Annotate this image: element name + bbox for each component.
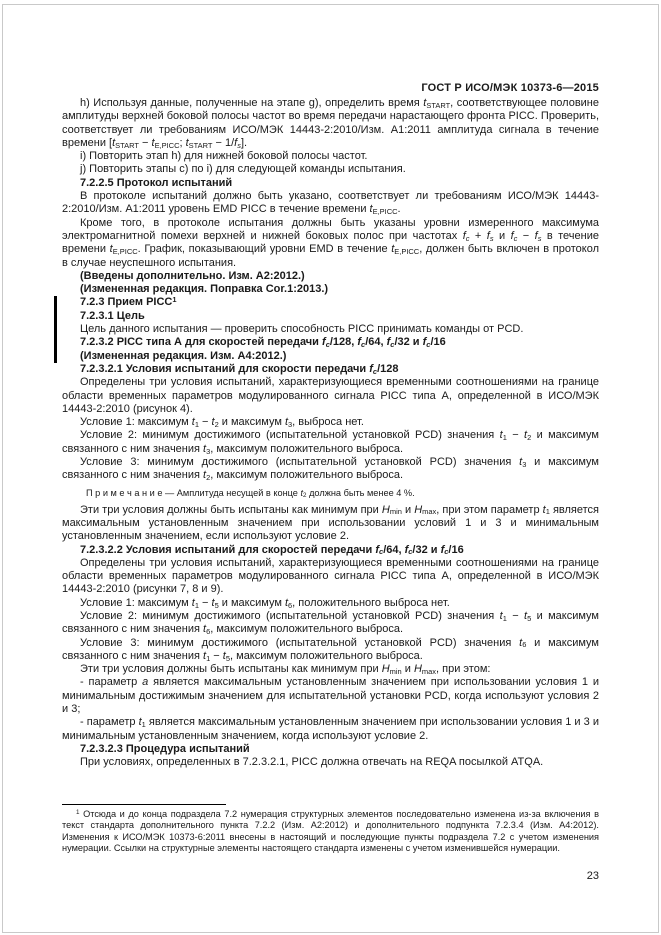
text-segment: 1 <box>206 653 211 663</box>
text-segment: f <box>462 229 466 242</box>
text-segment: 5 <box>214 600 219 610</box>
heading-7-2-3 <box>62 296 599 309</box>
text-segment: START <box>426 100 451 110</box>
text-segment: f <box>357 336 362 349</box>
text-segment: 3 <box>522 459 527 469</box>
text-segment: a <box>142 676 149 689</box>
text-segment: и максимум <box>218 416 285 429</box>
text-segment: Условие 2: минимум достижимого (испытательной установкой PCD) значения <box>80 429 500 442</box>
text-segment: − <box>517 229 535 242</box>
text-segment: ]. <box>240 136 248 149</box>
condition-3 <box>62 456 599 483</box>
text-segment: t <box>138 716 142 729</box>
text-segment: является максимальным установленным значением при использовании условия 1 и минимальным достижимым значением для испытательной установки PCD, когда используют условия 2 и 3; <box>62 676 599 716</box>
text-segment: − <box>198 596 212 609</box>
text-segment: H <box>381 663 390 676</box>
paragraph <box>62 323 599 336</box>
text-segment: 7.2.2.5 Протокол испытаний <box>80 176 233 189</box>
text-segment: 2 <box>303 492 307 500</box>
text-segment: 1 <box>194 600 199 610</box>
text-segment: 1 <box>172 295 177 305</box>
text-segment: c <box>372 366 378 376</box>
text-segment: H <box>413 663 422 676</box>
text-segment: t <box>423 97 427 109</box>
text-segment: является максимальным установленным значением при использовании условия 1 и 3 и минимальным установленным значением, когда используют условие 2. <box>62 716 599 742</box>
paragraph <box>62 504 599 544</box>
text-segment: t <box>185 136 189 149</box>
text-segment: При условиях, определенных в 7.2.3.2.1, PICC должна отвечать на REQA посылкой ATQA. <box>80 756 544 769</box>
text-segment: t <box>109 243 113 256</box>
text-segment: и максимум связанного с ним значения <box>62 456 599 482</box>
text-segment: f <box>440 543 445 556</box>
text-segment: t <box>284 416 288 429</box>
text-segment: h) Используя данные, полученные на этапе g), определить время <box>80 97 424 109</box>
text-segment: f <box>322 336 326 349</box>
heading-7-2-3-2-3 <box>62 743 599 756</box>
text-segment: t <box>499 429 503 442</box>
text-segment: 2 <box>527 433 532 443</box>
text-segment: t <box>284 596 288 609</box>
text-segment: Кроме того, в протоколе испытания должны быть указаны уровни измеренного максимума электромагнитной помехи верхней и нижней боковых полос при частотах <box>62 216 599 242</box>
text-segment: В протоколе испытаний должно быть указано, соответствует ли требованиям ИСО/МЭК 14443-2:2010/Изм. А1:2011 уровень EMD PICC в течение времени <box>62 190 599 216</box>
document-header: ГОСТ Р ИСО/МЭК 10373-6—2015 <box>421 82 599 94</box>
text-segment: 7.2.3.2.1 Условия испытаний для скорости передачи <box>80 362 370 375</box>
text-segment: , максимум положительного выброса. <box>210 469 404 482</box>
text-segment: и максимум связанного с ним значения <box>62 429 599 455</box>
text-segment: 6 <box>522 640 527 650</box>
text-segment: /32 и <box>394 336 423 349</box>
text-segment: t <box>499 609 503 622</box>
text-segment: и <box>493 229 511 242</box>
text-segment: (Введены дополнительно. Изм. А2:2012.) <box>80 269 305 282</box>
text-segment: и максимум <box>218 596 285 609</box>
page-number: 23 <box>586 870 599 882</box>
text-segment: 5 <box>225 653 231 663</box>
text-segment: c <box>390 340 395 350</box>
dash-item <box>62 716 599 743</box>
text-segment: t <box>519 636 523 649</box>
amendment-note <box>62 350 599 363</box>
text-segment: t <box>211 416 215 429</box>
text-segment: f <box>369 362 373 375</box>
text-segment: − 1/ <box>212 136 235 149</box>
list-item-i <box>62 150 599 163</box>
text-segment: , максимум положительного выброса. <box>230 649 423 662</box>
heading-7-2-2-5 <box>62 177 599 190</box>
text-segment: t <box>191 596 195 609</box>
text-segment: E,PICC <box>154 140 180 150</box>
text-segment: 3 <box>206 446 211 456</box>
text-segment: f <box>404 543 409 556</box>
condition-2 <box>62 610 599 637</box>
text-segment: t <box>203 442 207 455</box>
text-segment: t <box>519 456 523 469</box>
text-segment: E,PICC <box>394 247 420 257</box>
text-segment: П р и м е ч а н и е — Амплитуда несущей в конце <box>86 487 301 498</box>
text-segment: 6 <box>288 600 293 610</box>
text-segment: f <box>375 543 380 556</box>
text-segment: - параметр <box>80 716 139 729</box>
text-segment: c <box>408 547 413 557</box>
text-segment: START <box>115 140 139 150</box>
text-segment: Определены три условия испытаний, характеризующиеся временными соотношениями на границе области временных параметров модулированного сигнала PICC типа А, определенной в ИСО/МЭК 14443-2:2010 (рисунок 4). <box>62 376 599 415</box>
text-segment: f <box>510 229 514 242</box>
text-segment: и максимум связанного с ним значения <box>62 636 599 662</box>
text-segment: Условие 3: минимум достижимого (испытательной установкой PCD) значения <box>80 636 520 649</box>
paragraph <box>62 557 599 597</box>
text-segment: j) Повторить этапы c) по i) для следующей команды испытания. <box>80 163 406 176</box>
text-segment: f <box>234 136 238 149</box>
text-segment: − <box>138 136 152 149</box>
text-segment: t <box>542 503 546 516</box>
text-segment: t <box>203 623 207 636</box>
footnote-area <box>62 804 599 854</box>
text-segment: Условие 1: максимум <box>80 416 192 429</box>
dash-item <box>62 676 599 716</box>
text-segment: − <box>506 429 524 442</box>
text-segment: t <box>524 609 528 622</box>
heading-7-2-3-2-2 <box>62 544 599 557</box>
heading-7-2-3-1 <box>62 310 599 323</box>
text-segment: E,PICC <box>372 207 398 217</box>
text-segment: , максимум положительного выброса. <box>210 442 404 455</box>
text-segment: 1 <box>502 613 507 623</box>
text-segment: является максимальным установленным значением при использовании условий 1 и 3 и минимальным установленным значением, если используют условие 2. <box>62 503 599 543</box>
footnote-rule <box>62 804 226 805</box>
text-segment: , положительного выброса нет. <box>292 596 450 609</box>
text-segment: t <box>191 416 195 429</box>
paragraph <box>62 190 599 217</box>
text-segment: , при этом: <box>436 663 491 676</box>
text-segment: /128 <box>377 362 399 375</box>
text-segment: и <box>401 503 415 516</box>
condition-3 <box>62 637 599 664</box>
footnote-text <box>62 809 599 854</box>
text-segment: Цель данного испытания — проверить способность PICC принимать команды от PCD. <box>80 323 524 336</box>
text-segment: t <box>369 203 373 216</box>
text-segment: 2 <box>214 419 219 429</box>
text-segment: c <box>513 233 518 243</box>
text-segment: . <box>397 203 401 216</box>
text-segment: Эти три условия должны быть испытаны как минимум при <box>80 663 382 676</box>
text-segment: t <box>222 649 226 662</box>
text-segment: f <box>422 336 427 349</box>
text-segment: 5 <box>527 613 532 623</box>
text-segment: c <box>426 340 431 350</box>
heading-7-2-3-2-1 <box>62 363 599 376</box>
text-segment: t <box>203 649 207 662</box>
footnote <box>62 809 599 854</box>
text-segment: t <box>112 136 116 149</box>
text-segment: s <box>489 233 494 243</box>
paragraph <box>62 663 599 676</box>
text-segment: min <box>389 507 402 517</box>
text-segment: , при этом параметр <box>436 503 543 516</box>
text-segment: должна быть менее 4 %. <box>306 487 415 498</box>
text-segment: 1 <box>194 419 199 429</box>
text-segment: (Измененная редакция. Поправка Cor.1:2013.) <box>80 283 329 296</box>
text-segment: в течение времени <box>62 229 599 256</box>
text-segment: 1 <box>545 507 550 517</box>
text-segment: , выброса нет. <box>292 416 364 429</box>
condition-2 <box>62 429 599 456</box>
heading-7-2-3-2 <box>62 336 599 349</box>
text-segment: i) Повторить этап h) для нижней боковой полосы частот. <box>80 150 368 163</box>
text-segment: , максимум положительного выброса. <box>210 623 404 636</box>
amendment-note <box>62 283 599 296</box>
text-segment: 7.2.3.1 Цель <box>80 309 145 322</box>
text-segment: 2 <box>206 473 211 483</box>
text-segment: , соответствующее половине амплитуды верхней боковой полосы частот во время передачи нарастающего фронта PICC. Проверить, соответствует ли требованиям ИСО/МЭК 14443-2:2010/Изм. А1:2011 амплитуда сигнала в течение времени [ <box>62 97 599 149</box>
condition-1 <box>62 597 599 610</box>
text-segment: + <box>469 229 487 242</box>
text-segment: t <box>211 596 215 609</box>
text-segment: min <box>389 667 402 677</box>
text-segment: H <box>414 503 423 516</box>
text-segment: Условие 2: минимум достижимого (испытательной установкой PCD) значения <box>80 609 500 622</box>
text-segment: t <box>300 487 304 498</box>
text-segment: Условие 1: максимум <box>80 596 192 609</box>
text-segment: t <box>151 136 155 149</box>
paragraph <box>62 217 599 270</box>
text-segment: E,PICC <box>112 247 138 257</box>
paragraph <box>62 376 599 416</box>
text-segment: max <box>422 507 437 517</box>
text-segment: t <box>524 429 528 442</box>
note <box>62 488 599 499</box>
text-segment: Эти три условия должны быть испытаны как минимум при <box>80 503 382 516</box>
text-segment: START <box>188 140 213 150</box>
text-segment: − <box>210 649 223 662</box>
text-segment: Отсюда и до конца подраздела 7.2 нумерация структурных элементов последовательно изменена из-за включения в текст стандарта дополнительного пункта 7.2.2 (Изм. А2:2012) и дополнительного подпункта 7.2.3.4 (Изм. А4:2012). Изменения к ИСО/МЭК 10373-6:2011 внесены в настоящий и последующие пункты подраздела 7.2 с учетом изменения нумерации. Ссылки на структурные элементы настоящего стандарта изменены с учетом изменившейся нумерации. <box>62 809 599 853</box>
text-segment: - параметр <box>80 676 143 689</box>
list-item-j <box>62 163 599 176</box>
text-segment: /16 <box>448 543 464 556</box>
text-segment: и <box>401 663 414 676</box>
text-segment: , должен быть включен в протокол в случае неуспешного испытания. <box>62 243 599 269</box>
text-segment: ; <box>179 136 186 149</box>
text-segment: и максимум связанного с ним значения <box>62 609 599 636</box>
condition-1 <box>62 416 599 429</box>
text-segment: 1 <box>141 720 146 730</box>
text-segment: c <box>465 233 470 243</box>
amendment-note <box>62 270 599 283</box>
text-segment: 7.2.3 Прием PICC <box>80 296 173 309</box>
text-segment: 1 <box>502 433 507 443</box>
text-segment: /16 <box>430 336 446 349</box>
text-segment: s <box>237 140 241 150</box>
text-segment: − <box>198 416 212 429</box>
list-item-h <box>62 97 599 150</box>
text-segment: /64, <box>383 543 405 556</box>
text-segment: 7.2.3.2 PICC типа А для скоростей передачи <box>80 336 323 349</box>
text-segment: c <box>444 547 449 557</box>
text-segment: c <box>361 340 366 350</box>
text-segment: f <box>486 229 490 242</box>
text-segment: t <box>203 469 207 482</box>
text-segment: 7.2.3.2.3 Процедура испытаний <box>80 742 250 755</box>
text-segment: max <box>421 667 437 677</box>
text-segment: /32 и <box>412 543 441 556</box>
document-body <box>62 97 599 770</box>
text-segment: 1 <box>76 809 80 817</box>
text-segment: − <box>506 609 524 622</box>
text-segment: /64, <box>365 336 387 349</box>
text-segment: (Измененная редакция. Изм. А4:2012.) <box>80 349 287 362</box>
text-segment: . График, показывающий уровни EMD в течение <box>137 243 392 256</box>
text-segment: c <box>379 547 384 557</box>
text-segment: s <box>537 233 542 243</box>
text-segment: /128, <box>329 336 358 349</box>
paragraph <box>62 756 599 769</box>
text-segment: f <box>534 229 538 242</box>
text-segment: Определены три условия испытаний, характеризующиеся временными соотношениями на границе области временных параметров модулированного сигнала PICC типа А, определенной в ИСО/МЭК 14443-2:2010 (рисунки 7, 8 и 9). <box>62 556 599 596</box>
text-segment: Условие 3: минимум достижимого (испытательной установкой PCD) значения <box>80 456 520 469</box>
text-segment: H <box>381 503 390 516</box>
text-segment: 7.2.3.2.2 Условия испытаний для скоростей передачи <box>80 543 376 556</box>
text-segment: t <box>391 243 395 256</box>
text-segment: c <box>325 340 330 350</box>
text-segment: 6 <box>206 627 211 637</box>
text-segment: 3 <box>288 419 293 429</box>
text-segment: f <box>386 336 391 349</box>
